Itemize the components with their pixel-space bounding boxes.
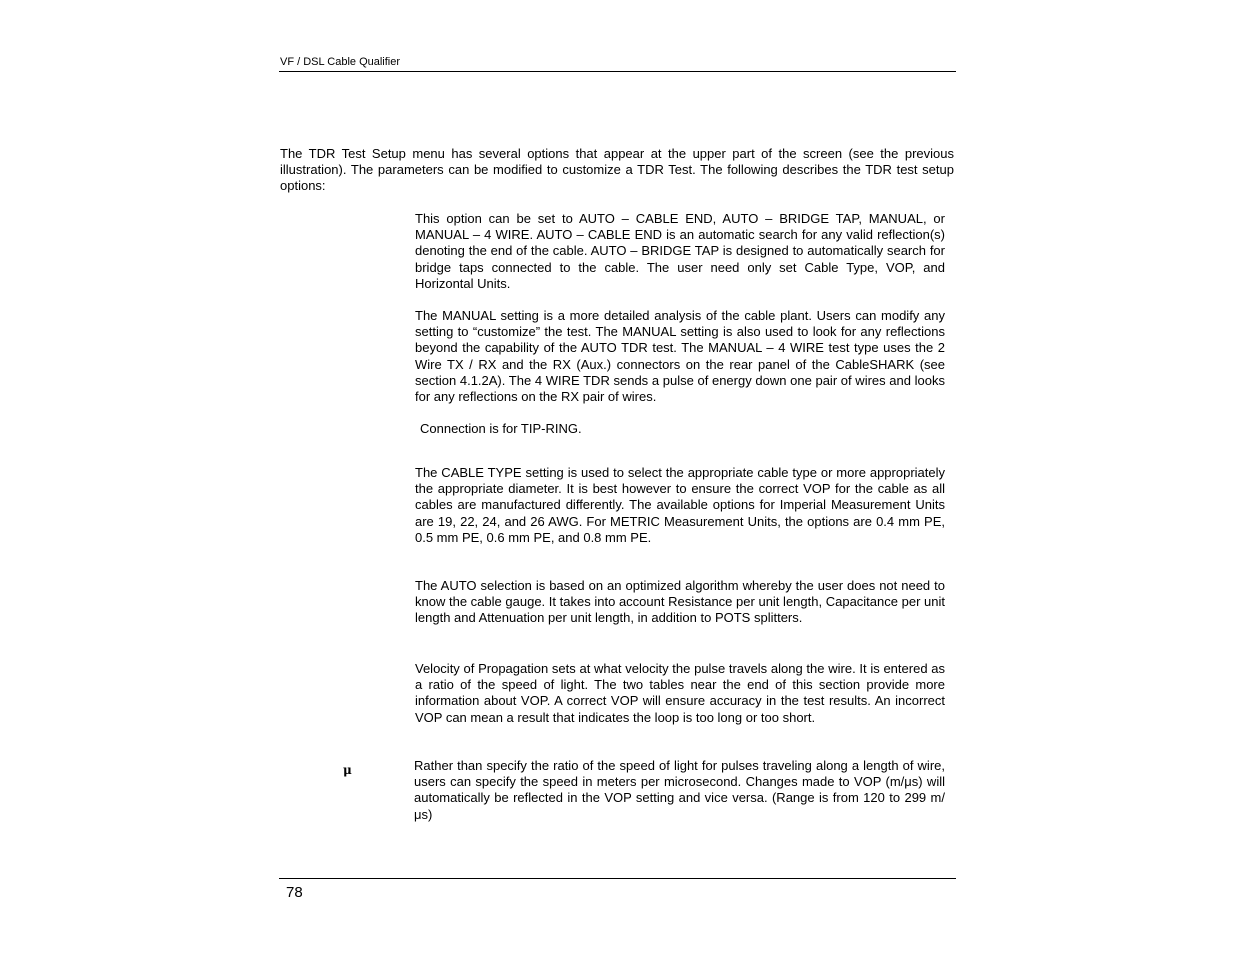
footer-rule: [279, 878, 956, 879]
header-rule: [279, 71, 956, 72]
speed-paragraph: Rather than specify the ratio of the speed of light for pulses traveling along a length of wire, users can specify the speed in meters per microsecond. Changes made to VOP (m/μs) will automatically be reflected in the VOP setting and vice versa. (Range is from 120 to 299 m/μs): [414, 758, 945, 822]
connection-paragraph: Connection is for TIP-RING.: [420, 421, 582, 436]
manual-setting-paragraph: The MANUAL setting is a more detailed analysis of the cable plant. Users can modify any setting to “customize” the test. The MANUAL setting is also used to look for any reflections beyond the capability of the AUTO TDR test. The MANUAL – 4 WIRE test type uses the 2 Wire TX / RX and the RX (Aux.) connectors on the rear panel of the CableSHARK (see section 4.1.2A). The 4 WIRE TDR sends a pulse of energy down one pair of wires and looks for any reflections on the RX pair of wires.: [415, 308, 945, 405]
cable-type-paragraph: The CABLE TYPE setting is used to select the appropriate cable type or more appropriately the appropriate diameter. It is best however to ensure the correct VOP for the cable as all cables are manufactured differently. The available options for Imperial Measurement Units are 19, 22, 24, and 26 AWG. For METRIC Measurement Units, the options are 0.4 mm PE, 0.5 mm PE, 0.6 mm PE, and 0.8 mm PE.: [415, 465, 945, 545]
test-type-paragraph: This option can be set to AUTO – CABLE END, AUTO – BRIDGE TAP, MANUAL, or MANUAL – 4 WIRE. AUTO – CABLE END is an automatic search for any valid reflection(s) denoting the end of the cable. AUTO – BRIDGE TAP is designed to automatically search for bridge taps connected to the cable. The user need only set Cable Type, VOP, and Horizontal Units.: [415, 211, 945, 291]
vop-paragraph: Velocity of Propagation sets at what velocity the pulse travels along the wire. It is entered as a ratio of the speed of light. The two tables near the end of this section provide more information about VOP. A correct VOP will ensure accuracy in the test results. An incorrect VOP can mean a result that indicates the loop is too long or too short.: [415, 661, 945, 725]
page-number: 78: [286, 884, 303, 901]
running-header-title: VF / DSL Cable Qualifier: [280, 56, 401, 68]
intro-paragraph: The TDR Test Setup menu has several options that appear at the upper part of the screen (see the previous illustration). The parameters can be modified to customize a TDR Test. The following describes the TDR test setup options:: [280, 146, 954, 194]
auto-selection-paragraph: The AUTO selection is based on an optimized algorithm whereby the user does not need to know the cable gauge. It takes into account Resistance per unit length, Capacitance per unit length and Attenuation per unit length, in addition to POTS splitters.: [415, 578, 945, 626]
mu-label: μ: [343, 763, 352, 777]
